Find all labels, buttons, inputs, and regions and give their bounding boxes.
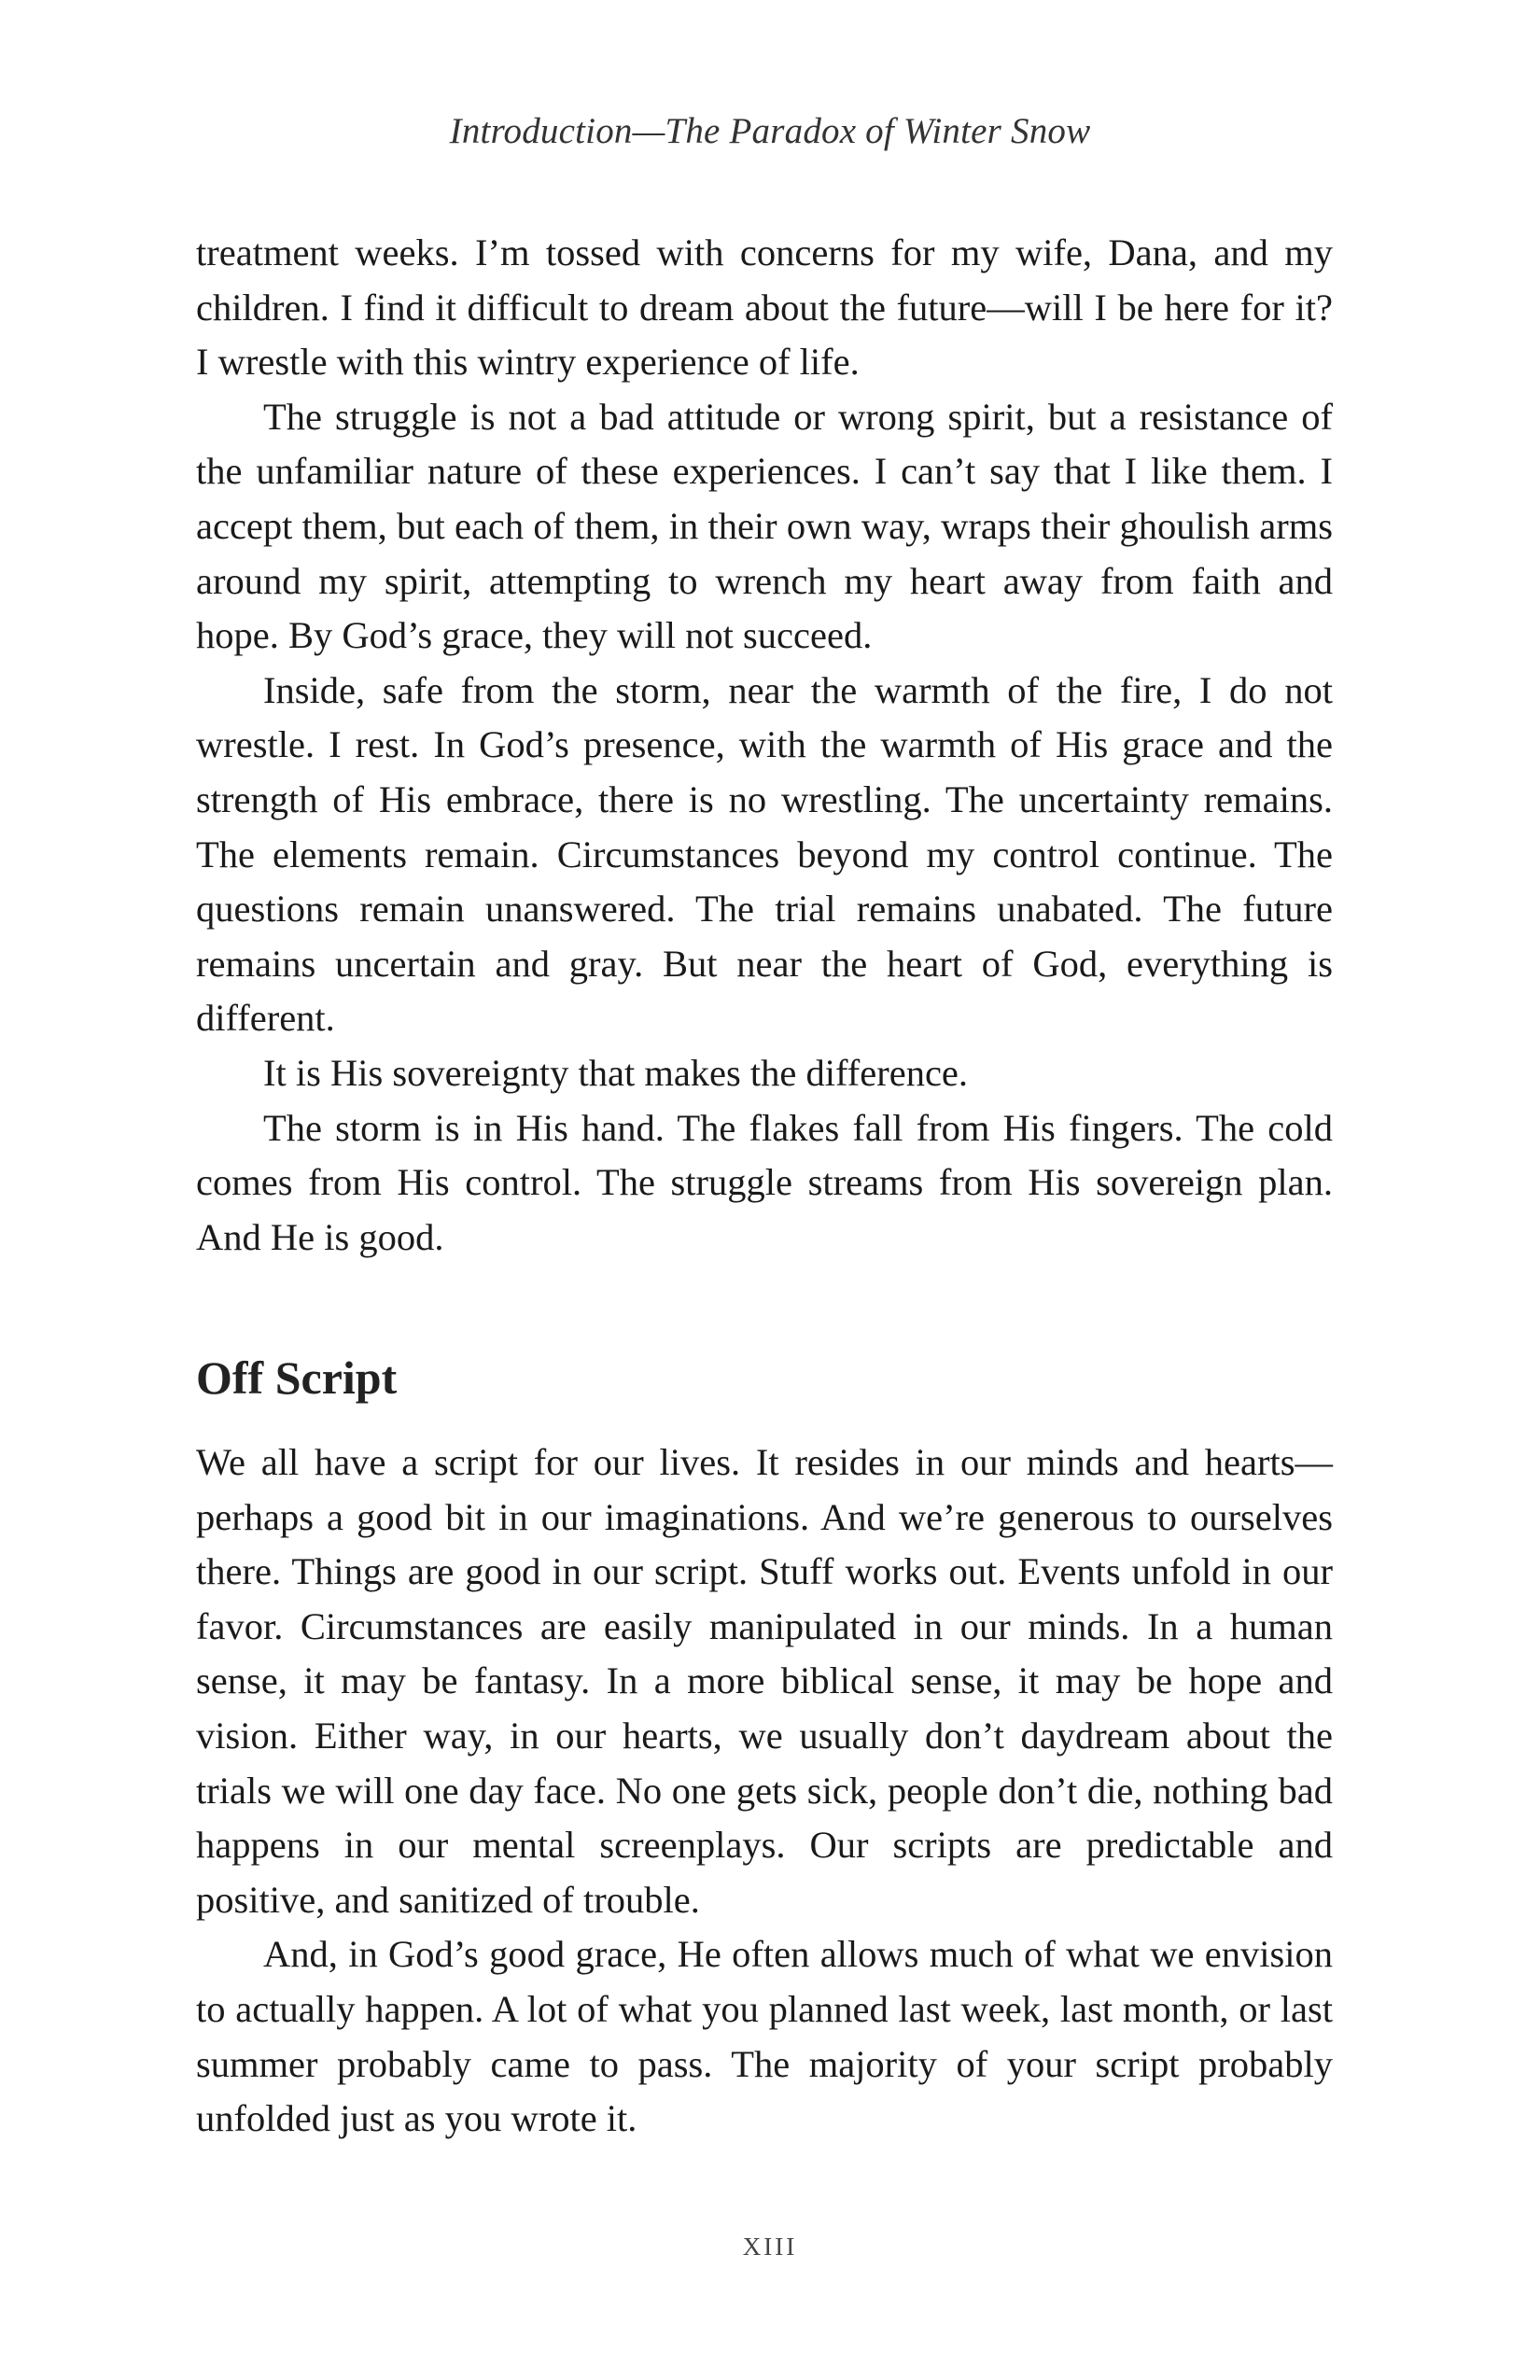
paragraph: The storm is in His hand. The flakes fall from His fingers. The cold comes from His control. The struggle streams from His sovereign plan. And He is good. xyxy=(196,1106,1333,1258)
paragraph: The struggle is not a bad attitude or wrong spirit, but a resistance of the unfamiliar nature of these experiences. I can’t say that I like them. I accept them, but each of them, in their own way, wraps their ghoulish arms around my spirit, attempting to wrench my heart away from faith and hope. By God’s grace, they will not succeed. xyxy=(196,395,1333,657)
paragraph-continued: treatment weeks. I’m tossed with concerns for my wife, Dana, and my children. I find it difficult to dream about the future—will I be here for it? I wrestle with this wintry experience of life. xyxy=(196,231,1333,384)
running-header-title: Introduction—The Paradox of Winter Snow xyxy=(449,111,1091,151)
paragraph: And, in God’s good grace, He often allows much of what we envision to actually happen. A lot of what you planned last week, last month, or last summer probably came to pass. The majority of your script probably unfolded just as you wrote it. xyxy=(196,1933,1333,2140)
paragraph: It is His sovereignty that makes the difference. xyxy=(263,1051,969,1094)
text-block-after-heading xyxy=(196,1435,1333,2147)
paragraph: We all have a script for our lives. It resides in our minds and hearts—perhaps a good bit in our imaginations. And we’re generous to ourselves there. Things are good in our script. Stuff works out. Events unfold in our favor. Circumstances are easily manipulated in our minds. In a human sense, it may be fantasy. In a more biblical sense, it may be hope and vision. Either way, in our hearts, we usually don’t daydream about the trials we will one day face. No one gets sick, people don’t die, nothing bad happens in our mental screenplays. Our scripts are predictable and positive, and sanitized of trouble. xyxy=(196,1441,1333,1921)
page-number: XIII xyxy=(742,2233,798,2261)
text-block-before-heading xyxy=(196,226,1333,1265)
paragraph: Inside, safe from the storm, near the warmth of the fire, I do not wrestle. I rest. In God’s presence, with the warmth of His grace and the strength of His embrace, there is no wrestling. The uncertainty remains. The elements remain. Circumstances beyond my control continue. The questions remain unanswered. The trial remains unabated. The future remains uncertain and gray. But near the heart of God, everything is different. xyxy=(196,668,1333,1040)
section-heading: Off Script xyxy=(196,1351,398,1404)
